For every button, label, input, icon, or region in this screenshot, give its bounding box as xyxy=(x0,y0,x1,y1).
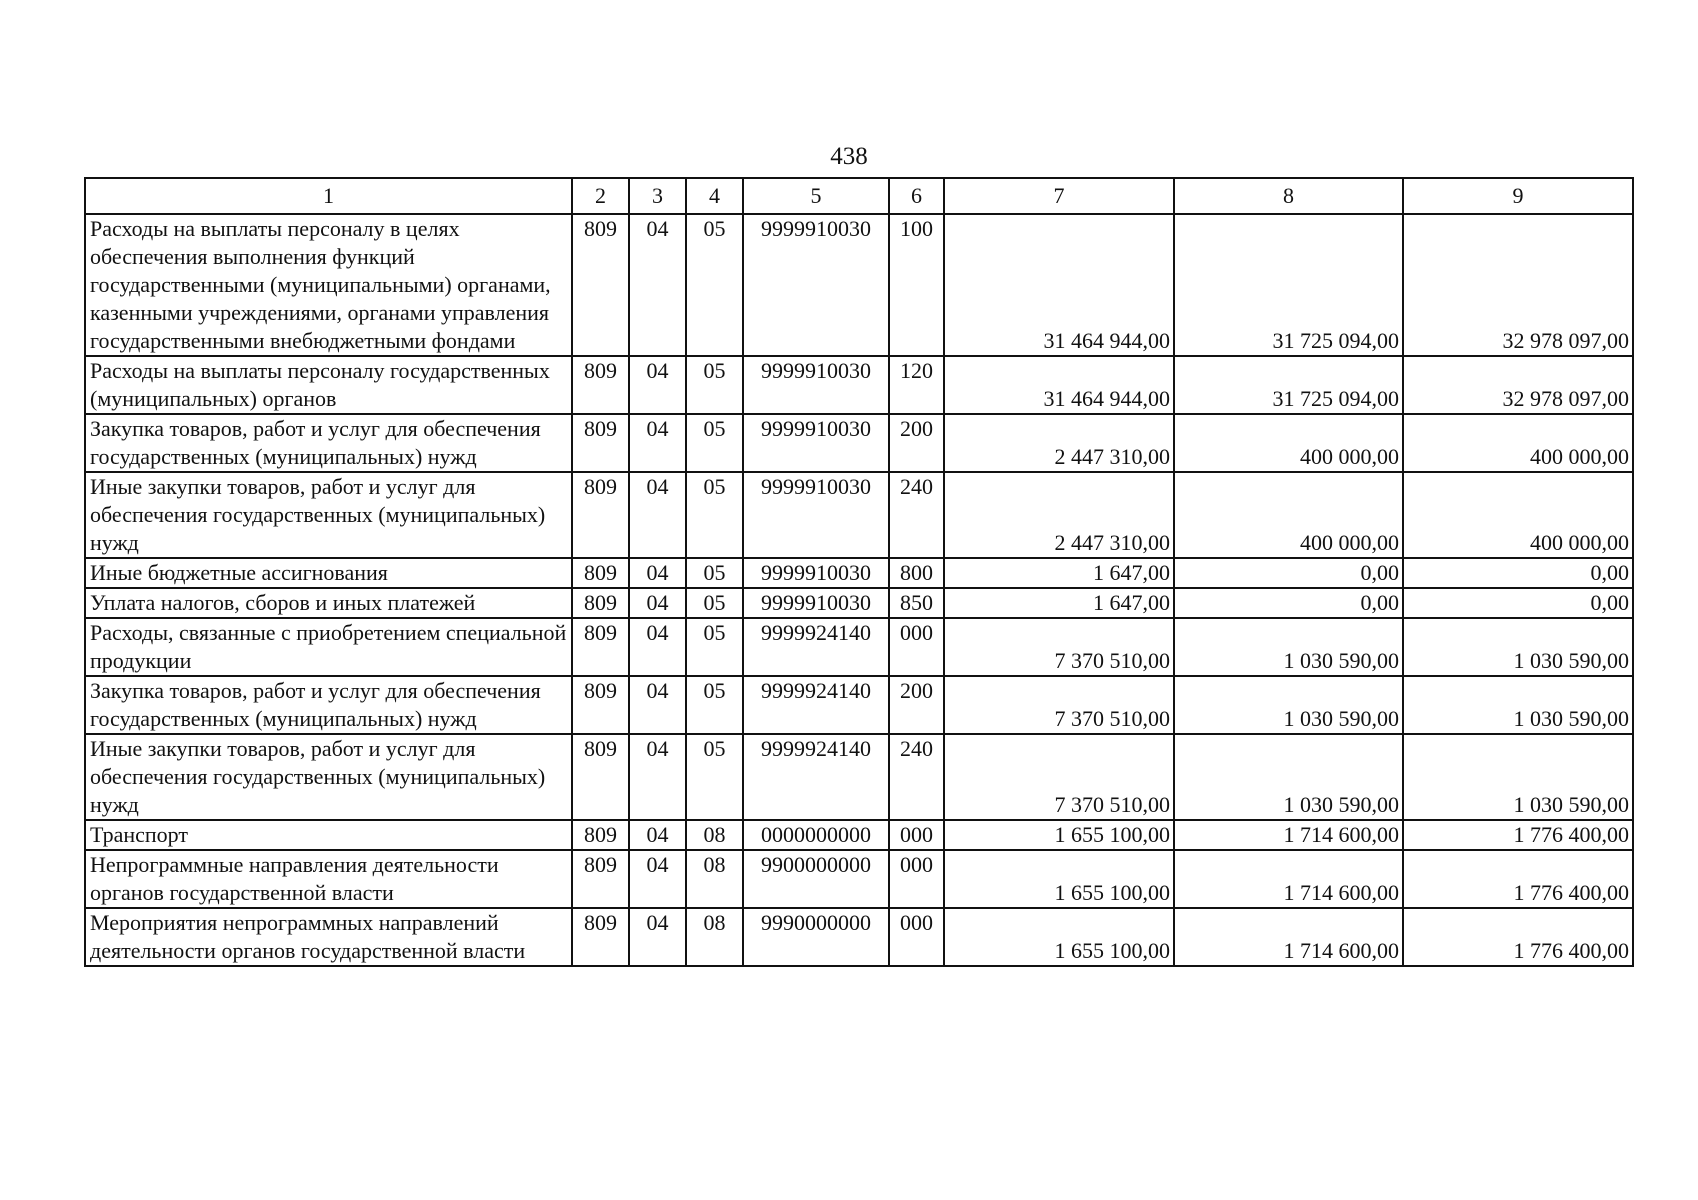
amount-col9-cell: 0,00 xyxy=(1403,588,1633,618)
ministry-code-cell: 809 xyxy=(572,820,629,850)
target-code-cell: 9999910030 xyxy=(743,558,889,588)
subsection-code-cell: 05 xyxy=(686,676,743,734)
amount-col8-cell: 1 714 600,00 xyxy=(1174,820,1403,850)
expense-name-cell: Расходы на выплаты персоналу государственных (муниципальных) органов xyxy=(85,356,572,414)
expense-type-cell: 240 xyxy=(889,734,944,820)
ministry-code-cell: 809 xyxy=(572,588,629,618)
column-header: 5 xyxy=(743,178,889,214)
amount-col7-cell: 1 655 100,00 xyxy=(944,908,1174,966)
column-header-row xyxy=(85,178,1633,214)
subsection-code-cell: 05 xyxy=(686,472,743,558)
table-row xyxy=(85,588,1633,618)
expense-type-cell: 850 xyxy=(889,588,944,618)
ministry-code-cell: 809 xyxy=(572,734,629,820)
table-row xyxy=(85,558,1633,588)
expense-name-cell: Расходы, связанные с приобретением специальной продукции xyxy=(85,618,572,676)
expense-type-cell: 240 xyxy=(889,472,944,558)
amount-col7-cell: 7 370 510,00 xyxy=(944,618,1174,676)
expense-type-cell: 800 xyxy=(889,558,944,588)
expense-type-cell: 100 xyxy=(889,214,944,356)
target-code-cell: 9999910030 xyxy=(743,356,889,414)
amount-col9-cell: 1 030 590,00 xyxy=(1403,676,1633,734)
subsection-code-cell: 08 xyxy=(686,820,743,850)
expense-name-cell: Закупка товаров, работ и услуг для обеспечения государственных (муниципальных) нужд xyxy=(85,676,572,734)
target-code-cell: 9990000000 xyxy=(743,908,889,966)
ministry-code-cell: 809 xyxy=(572,908,629,966)
target-code-cell: 9900000000 xyxy=(743,850,889,908)
target-code-cell: 9999924140 xyxy=(743,734,889,820)
ministry-code-cell: 809 xyxy=(572,676,629,734)
amount-col9-cell: 1 030 590,00 xyxy=(1403,734,1633,820)
subsection-code-cell: 05 xyxy=(686,734,743,820)
amount-col9-cell: 1 030 590,00 xyxy=(1403,618,1633,676)
section-code-cell: 04 xyxy=(629,850,686,908)
subsection-code-cell: 08 xyxy=(686,850,743,908)
amount-col9-cell: 400 000,00 xyxy=(1403,472,1633,558)
table-row xyxy=(85,908,1633,966)
expense-name-cell: Иные закупки товаров, работ и услуг для обеспечения государственных (муниципальных) нужд xyxy=(85,734,572,820)
amount-col8-cell: 400 000,00 xyxy=(1174,472,1403,558)
amount-col8-cell: 1 714 600,00 xyxy=(1174,850,1403,908)
expense-type-cell: 200 xyxy=(889,414,944,472)
subsection-code-cell: 05 xyxy=(686,214,743,356)
amount-col8-cell: 1 030 590,00 xyxy=(1174,734,1403,820)
section-code-cell: 04 xyxy=(629,356,686,414)
amount-col8-cell: 31 725 094,00 xyxy=(1174,214,1403,356)
column-header: 7 xyxy=(944,178,1174,214)
column-header: 2 xyxy=(572,178,629,214)
section-code-cell: 04 xyxy=(629,588,686,618)
subsection-code-cell: 05 xyxy=(686,558,743,588)
table-row xyxy=(85,414,1633,472)
column-header: 8 xyxy=(1174,178,1403,214)
amount-col7-cell: 31 464 944,00 xyxy=(944,214,1174,356)
table-row xyxy=(85,618,1633,676)
expense-type-cell: 120 xyxy=(889,356,944,414)
target-code-cell: 9999924140 xyxy=(743,676,889,734)
section-code-cell: 04 xyxy=(629,908,686,966)
amount-col8-cell: 0,00 xyxy=(1174,558,1403,588)
table-row xyxy=(85,214,1633,356)
target-code-cell: 9999910030 xyxy=(743,588,889,618)
expense-name-cell: Иные бюджетные ассигнования xyxy=(85,558,572,588)
table-row xyxy=(85,356,1633,414)
page-number: 438 xyxy=(830,143,868,170)
amount-col8-cell: 400 000,00 xyxy=(1174,414,1403,472)
expense-type-cell: 000 xyxy=(889,850,944,908)
table-row xyxy=(85,472,1633,558)
expense-type-cell: 200 xyxy=(889,676,944,734)
amount-col7-cell: 31 464 944,00 xyxy=(944,356,1174,414)
expense-name-cell: Транспорт xyxy=(85,820,572,850)
subsection-code-cell: 08 xyxy=(686,908,743,966)
amount-col7-cell: 1 655 100,00 xyxy=(944,850,1174,908)
amount-col9-cell: 1 776 400,00 xyxy=(1403,908,1633,966)
target-code-cell: 0000000000 xyxy=(743,820,889,850)
amount-col8-cell: 1 714 600,00 xyxy=(1174,908,1403,966)
section-code-cell: 04 xyxy=(629,676,686,734)
column-header: 6 xyxy=(889,178,944,214)
column-header: 9 xyxy=(1403,178,1633,214)
amount-col8-cell: 0,00 xyxy=(1174,588,1403,618)
table-row xyxy=(85,676,1633,734)
section-code-cell: 04 xyxy=(629,214,686,356)
target-code-cell: 9999910030 xyxy=(743,414,889,472)
ministry-code-cell: 809 xyxy=(572,850,629,908)
ministry-code-cell: 809 xyxy=(572,214,629,356)
ministry-code-cell: 809 xyxy=(572,472,629,558)
amount-col7-cell: 7 370 510,00 xyxy=(944,676,1174,734)
expense-name-cell: Мероприятия непрограммных направлений деятельности органов государственной власти xyxy=(85,908,572,966)
budget-table xyxy=(84,177,1634,967)
subsection-code-cell: 05 xyxy=(686,414,743,472)
table-row xyxy=(85,820,1633,850)
ministry-code-cell: 809 xyxy=(572,356,629,414)
expense-name-cell: Иные закупки товаров, работ и услуг для обеспечения государственных (муниципальных) нужд xyxy=(85,472,572,558)
expense-name-cell: Расходы на выплаты персоналу в целях обеспечения выполнения функций государственными (муниципальными) органами, казенными учреждениями, органами управления государственными внебюджетными фондами xyxy=(85,214,572,356)
expense-type-cell: 000 xyxy=(889,820,944,850)
column-header: 3 xyxy=(629,178,686,214)
table-row xyxy=(85,850,1633,908)
amount-col8-cell: 31 725 094,00 xyxy=(1174,356,1403,414)
amount-col9-cell: 32 978 097,00 xyxy=(1403,214,1633,356)
target-code-cell: 9999924140 xyxy=(743,618,889,676)
amount-col7-cell: 1 647,00 xyxy=(944,588,1174,618)
amount-col7-cell: 7 370 510,00 xyxy=(944,734,1174,820)
ministry-code-cell: 809 xyxy=(572,618,629,676)
amount-col9-cell: 1 776 400,00 xyxy=(1403,820,1633,850)
section-code-cell: 04 xyxy=(629,414,686,472)
amount-col7-cell: 2 447 310,00 xyxy=(944,472,1174,558)
expense-name-cell: Закупка товаров, работ и услуг для обеспечения государственных (муниципальных) нужд xyxy=(85,414,572,472)
ministry-code-cell: 809 xyxy=(572,414,629,472)
target-code-cell: 9999910030 xyxy=(743,472,889,558)
section-code-cell: 04 xyxy=(629,734,686,820)
amount-col7-cell: 2 447 310,00 xyxy=(944,414,1174,472)
amount-col7-cell: 1 647,00 xyxy=(944,558,1174,588)
amount-col9-cell: 400 000,00 xyxy=(1403,414,1633,472)
amount-col8-cell: 1 030 590,00 xyxy=(1174,618,1403,676)
amount-col9-cell: 32 978 097,00 xyxy=(1403,356,1633,414)
expense-type-cell: 000 xyxy=(889,908,944,966)
target-code-cell: 9999910030 xyxy=(743,214,889,356)
expense-name-cell: Уплата налогов, сборов и иных платежей xyxy=(85,588,572,618)
section-code-cell: 04 xyxy=(629,558,686,588)
ministry-code-cell: 809 xyxy=(572,558,629,588)
column-header: 4 xyxy=(686,178,743,214)
section-code-cell: 04 xyxy=(629,472,686,558)
table-row xyxy=(85,734,1633,820)
section-code-cell: 04 xyxy=(629,820,686,850)
expense-name-cell: Непрограммные направления деятельности органов государственной власти xyxy=(85,850,572,908)
expense-type-cell: 000 xyxy=(889,618,944,676)
amount-col9-cell: 1 776 400,00 xyxy=(1403,850,1633,908)
column-header: 1 xyxy=(85,178,572,214)
amount-col8-cell: 1 030 590,00 xyxy=(1174,676,1403,734)
subsection-code-cell: 05 xyxy=(686,588,743,618)
section-code-cell: 04 xyxy=(629,618,686,676)
amount-col7-cell: 1 655 100,00 xyxy=(944,820,1174,850)
amount-col9-cell: 0,00 xyxy=(1403,558,1633,588)
subsection-code-cell: 05 xyxy=(686,618,743,676)
subsection-code-cell: 05 xyxy=(686,356,743,414)
